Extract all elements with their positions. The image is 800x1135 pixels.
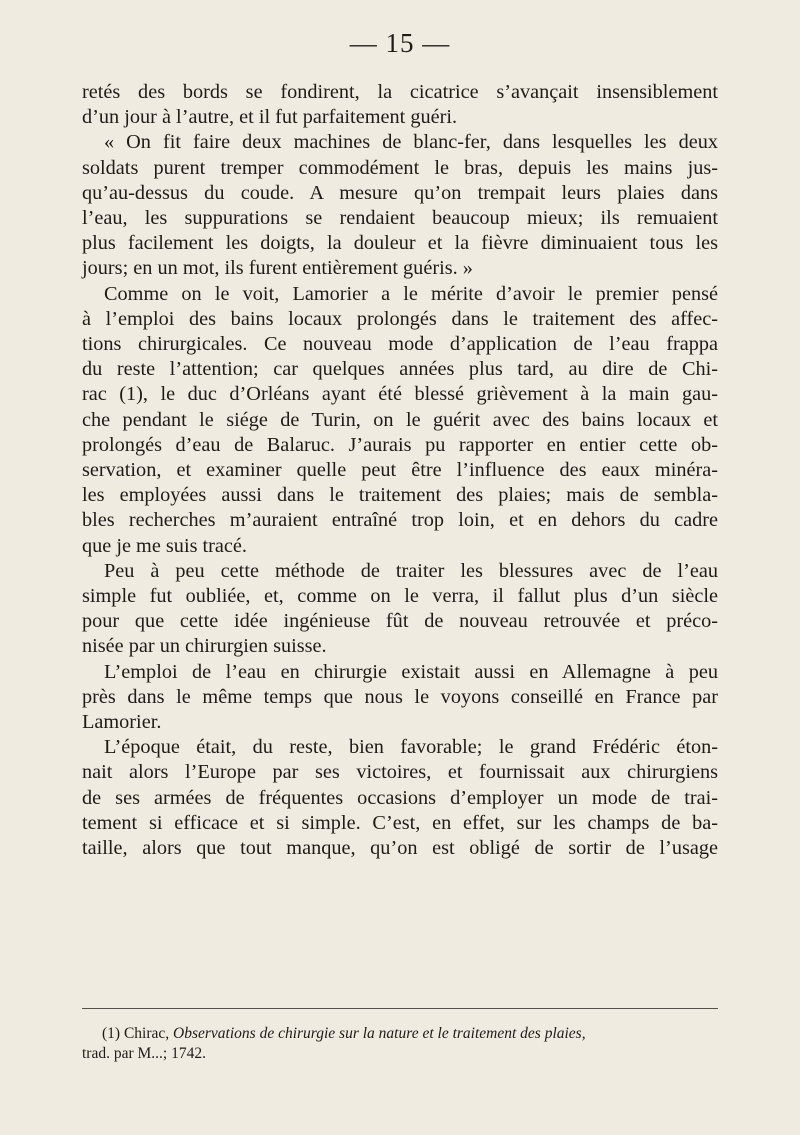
text-line: à l’emploi des bains locaux prolongés dans le traitement des affec- — [82, 307, 718, 330]
text-line: retés des bords se fondirent, la cicatrice s’avançait insensiblement — [82, 81, 718, 103]
paragraph-3 — [82, 282, 718, 559]
body-text — [82, 80, 718, 861]
text-line: pour que cette idée ingénieuse fût de nouveau retrouvée et préco- — [82, 610, 718, 633]
paragraph-2 — [82, 130, 718, 281]
text-line: Peu à peu cette méthode de traiter les blessures avec de l’eau — [104, 559, 718, 582]
text-line: servation, et examiner quelle peut être l’influence des eaux minéra- — [82, 459, 718, 482]
text-line: L’emploi de l’eau en chirurgie existait aussi en Allemagne à peu — [104, 660, 718, 683]
text-line: du reste l’attention; car quelques années plus tard, au dire de Chi- — [82, 358, 718, 381]
text-line: L’époque était, du reste, bien favorable; le grand Frédéric éton- — [104, 736, 718, 759]
paragraph-5 — [82, 660, 718, 736]
text-line: nisée par un chirurgien suisse. — [82, 635, 327, 658]
text-line: simple fut oubliée, et, comme on le verra, il fallut plus d’un siècle — [82, 585, 718, 608]
text-line: soldats purent tremper commodément le bras, depuis les mains jus- — [82, 156, 718, 179]
text-line: plus facilement les doigts, la douleur et la fièvre diminuaient tous les — [82, 232, 718, 255]
text-line: Lamorier. — [82, 711, 162, 734]
text-line: près dans le même temps que nous le voyons conseillé en France par — [82, 685, 718, 708]
text-line: Comme on le voit, Lamorier a le mérite d’avoir le premier pensé — [104, 282, 718, 305]
text-line: che pendant le siége de Turin, on le guérit avec des bains locaux et — [82, 408, 718, 431]
paragraph-4 — [82, 559, 718, 660]
text-line: de ses armées de fréquentes occasions d’employer un mode de trai- — [82, 786, 718, 809]
text-line: tions chirurgicales. Ce nouveau mode d’application de l’eau frappa — [82, 333, 718, 356]
footnote-line: trad. par M...; 1742. — [82, 1045, 206, 1062]
text-line: d’un jour à l’autre, et il fut parfaitement guéri. — [82, 106, 458, 129]
text-line: bles recherches m’auraient entraîné trop loin, et en dehors du cadre — [82, 509, 718, 532]
text-line: rac (1), le duc d’Orléans ayant été blessé grièvement à la main gau- — [82, 383, 718, 406]
page-number: — 15 — — [349, 28, 451, 58]
footnote-divider — [82, 1008, 718, 1009]
footnote — [82, 1024, 718, 1064]
footnote-line — [82, 1024, 718, 1044]
text-line: jours; en un mot, ils furent entièrement guéris. » — [82, 257, 473, 280]
text-line: prolongés d’eau de Balaruc. J’aurais pu rapporter en entier cette ob- — [82, 433, 718, 456]
paragraph-6 — [82, 735, 718, 861]
footnote-author: Chirac, — [123, 1025, 170, 1042]
text-line: nait alors l’Europe par ses victoires, et fournissait aux chirurgiens — [82, 761, 718, 784]
text-line: que je me suis tracé. — [82, 534, 248, 557]
text-line: qu’au-dessus du coude. A mesure qu’on trempait leurs plaies dans — [82, 181, 718, 204]
text-line: taille, alors que tout manque, qu’on est obligé de sortir de l’usage — [82, 837, 718, 860]
footnote-marker: (1) — [102, 1025, 121, 1042]
text-line: tement si efficace et si simple. C’est, en effet, sur les champs de ba- — [82, 811, 718, 834]
footnote-title: Observations de chirurgie sur la nature et le traitement des plaies, — [173, 1025, 586, 1042]
paragraph-1 — [82, 80, 718, 130]
text-line: « On fit faire deux machines de blanc-fer, dans lesquelles les deux — [104, 131, 718, 154]
text-line: l’eau, les suppurations se rendaient beaucoup mieux; ils remuaient — [82, 207, 718, 230]
text-line: les employées aussi dans le traitement des plaies; mais de sembla- — [82, 484, 718, 507]
